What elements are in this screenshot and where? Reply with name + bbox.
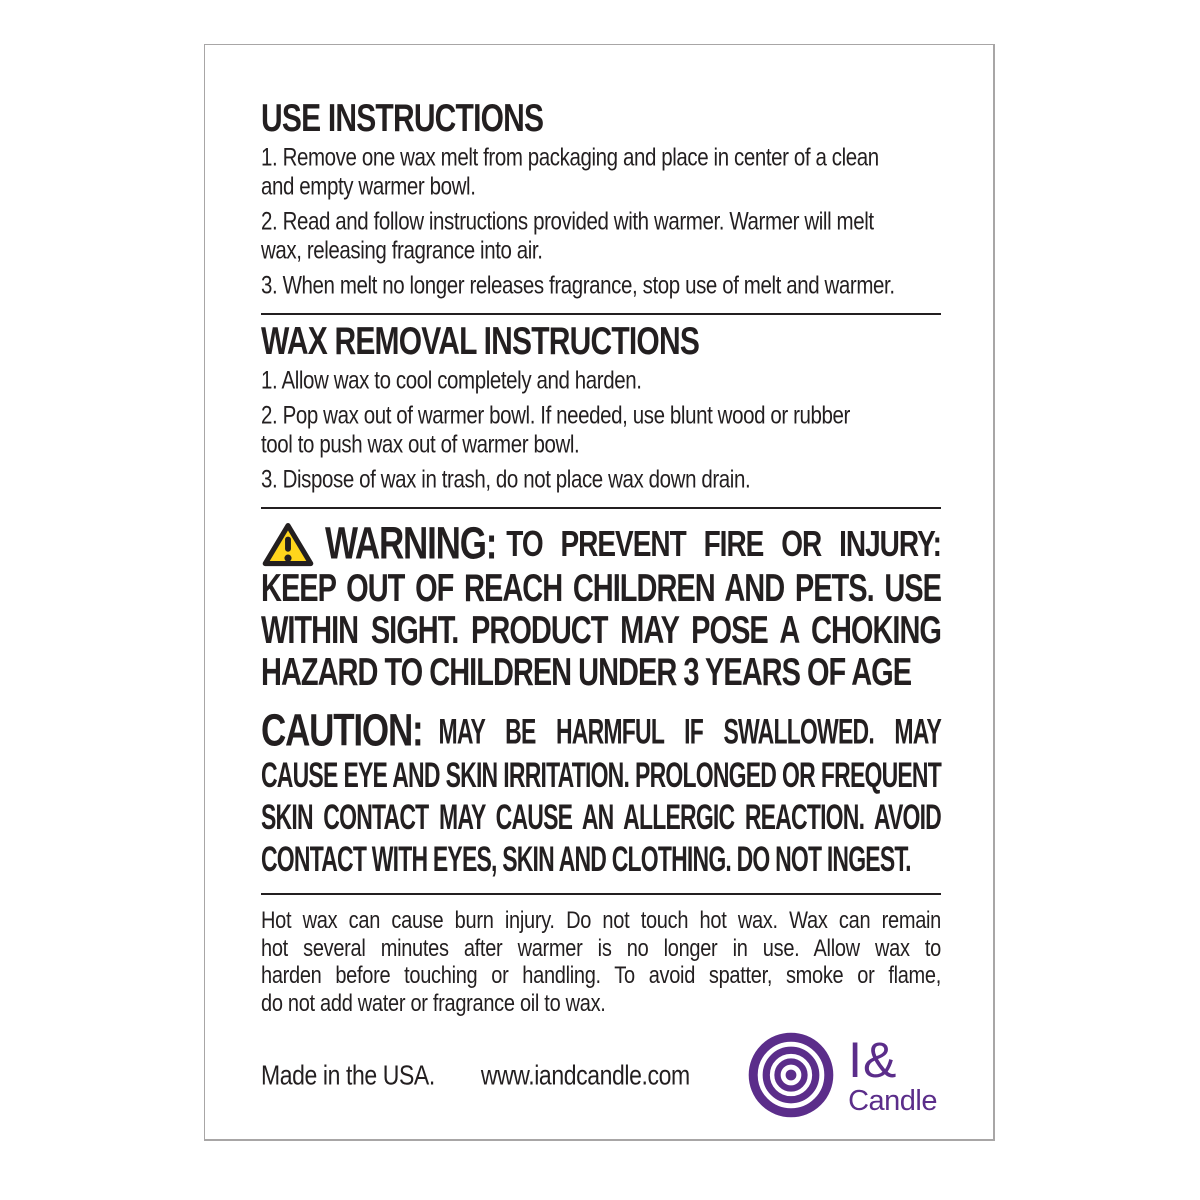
- section-wax-removal: [261, 320, 941, 494]
- wax-removal-steps: [261, 366, 941, 494]
- use-instructions-steps: [261, 143, 941, 300]
- text-line: CAUSE EYE AND SKIN IRRITATION. PROLONGED OR FREQUENT: [261, 754, 941, 795]
- made-in-usa-text: Made in the USA.: [261, 1058, 435, 1090]
- brand-name-block: [848, 1031, 937, 1117]
- wax-removal-heading: WAX REMOVAL INSTRUCTIONS: [261, 320, 700, 363]
- text-line: WITHIN SIGHT. PRODUCT MAY POSE A CHOKING: [261, 609, 941, 653]
- warning-label: WARNING:: [325, 518, 497, 570]
- use-instructions-heading: USE INSTRUCTIONS: [261, 97, 544, 140]
- brand-name-secondary: Candle: [848, 1084, 937, 1117]
- text-line: tool to push wax out of warmer bowl.: [261, 430, 580, 459]
- text-line: CONTACT WITH EYES, SKIN AND CLOTHING. DO NOT INGEST.: [261, 838, 911, 879]
- text-line: and empty warmer bowl.: [261, 172, 476, 201]
- divider: [261, 313, 941, 315]
- text-line: 1. Allow wax to cool completely and harden.: [261, 366, 642, 395]
- text-line: hot several minutes after warmer is no longer in use. Allow wax to: [261, 935, 941, 962]
- text-line: wax, releasing fragrance into air.: [261, 236, 543, 265]
- caution-text: [261, 754, 941, 880]
- text-line: KEEP OUT OF REACH CHILDREN AND PETS. USE: [261, 567, 941, 611]
- footer: [261, 1030, 941, 1120]
- instruction-step: [261, 143, 941, 201]
- text-line: 1. Remove one wax melt from packaging and place in center of a clean: [261, 143, 879, 172]
- section-use-instructions: [261, 97, 941, 300]
- section-warning: [261, 518, 941, 695]
- instruction-step: [261, 465, 941, 494]
- caution-first-line: MAY BE HARMFUL IF SWALLOWED. MAY: [438, 710, 941, 751]
- bullseye-logo-icon: [746, 1030, 836, 1120]
- text-line: Hot wax can cause burn injury. Do not touch hot wax. Wax can remain: [261, 907, 941, 934]
- instruction-step: [261, 401, 941, 459]
- instruction-step: [261, 271, 941, 300]
- warning-text: [261, 568, 941, 694]
- text-line: harden before touching or handling. To avoid spatter, smoke or flame,: [261, 962, 941, 989]
- website-text: www.iandcandle.com: [480, 1058, 690, 1090]
- section-caution: [261, 705, 941, 880]
- text-line: 2. Pop wax out of warmer bowl. If needed, use blunt wood or rubber: [261, 401, 850, 430]
- text-line: HAZARD TO CHILDREN UNDER 3 YEARS OF AGE: [261, 651, 912, 695]
- text-line: SKIN CONTACT MAY CAUSE AN ALLERGIC REACTION. AVOID: [261, 796, 941, 837]
- divider: [261, 507, 941, 509]
- brand-name: I&: [848, 1031, 898, 1088]
- text-line: 3. When melt no longer releases fragrance, stop use of melt and warmer.: [261, 271, 895, 300]
- divider: [261, 893, 941, 895]
- instruction-step: [261, 366, 941, 395]
- section-burn-notice: [261, 908, 941, 1018]
- warning-first-line: TO PREVENT FIRE OR INJURY:: [506, 523, 941, 565]
- label-card: [204, 44, 995, 1141]
- text-line: do not add water or fragrance oil to wax.: [261, 990, 606, 1017]
- brand-logo: [746, 1030, 937, 1120]
- caution-label: CAUTION:: [261, 705, 423, 757]
- text-line: 2. Read and follow instructions provided with warmer. Warmer will melt: [261, 207, 874, 236]
- text-line: 3. Dispose of wax in trash, do not place wax down drain.: [261, 465, 751, 494]
- instruction-step: [261, 207, 941, 265]
